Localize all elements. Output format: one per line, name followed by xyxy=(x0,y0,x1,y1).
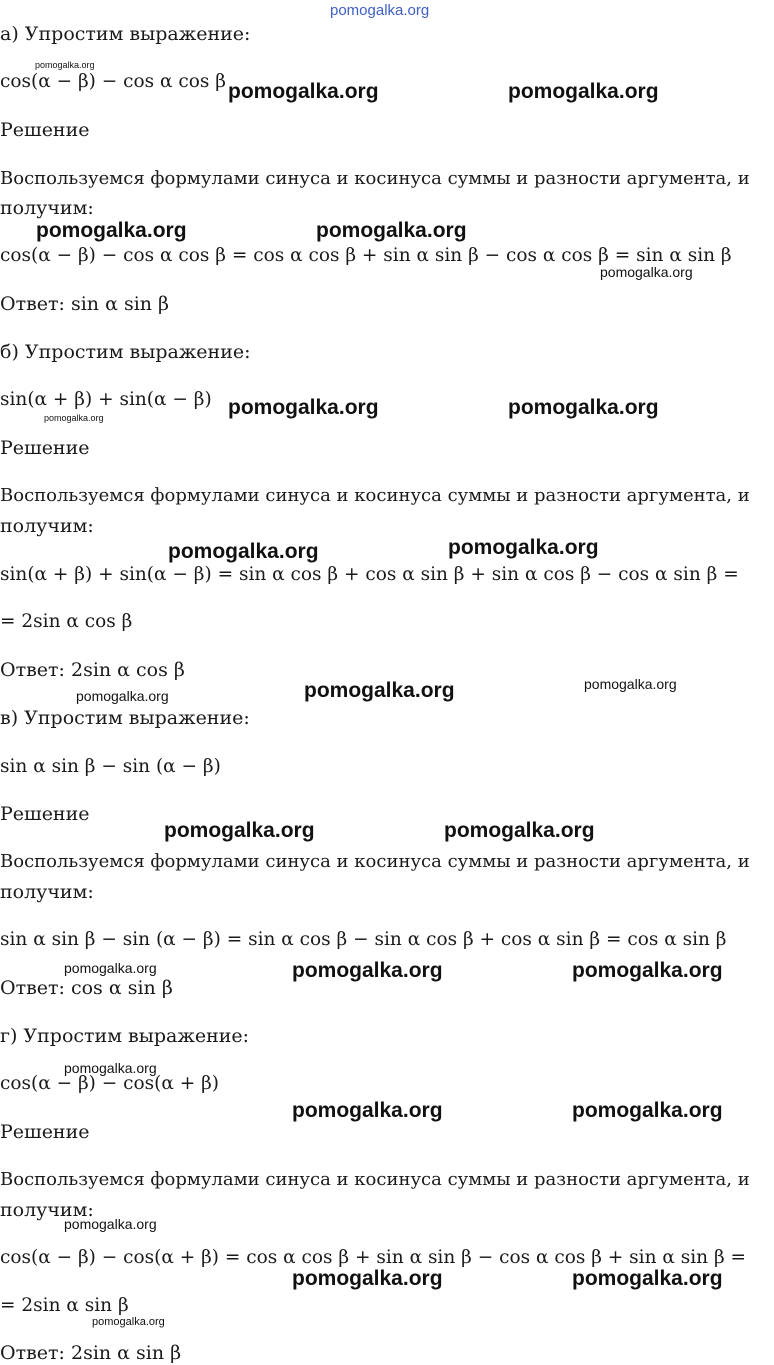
task-g-work-line1: cos(α − β) − cos(α + β) = cos α cos β + sin α sin β − cos α cos β + sin α sin β = xyxy=(0,1247,747,1268)
task-a-expression: cos(α − β) − cos α cos β xyxy=(0,71,226,92)
watermark: pomogalka.org xyxy=(292,1267,443,1290)
watermark: pomogalka.org xyxy=(64,1216,157,1232)
watermark: pomogalka.org xyxy=(292,959,443,982)
watermark: pomogalka.org xyxy=(168,540,319,563)
task-a-heading: а) Упростим выражение: xyxy=(0,23,251,45)
watermark: pomogalka.org xyxy=(572,1267,723,1290)
watermark: pomogalka.org xyxy=(92,1316,165,1328)
task-g-intro-line2: получим: xyxy=(0,1199,94,1221)
task-a-solution-label: Решение xyxy=(0,119,90,141)
task-g-answer: Ответ: 2sin α sin β xyxy=(0,1342,182,1364)
watermark: pomogalka.org xyxy=(228,80,379,103)
task-b-answer: Ответ: 2sin α cos β xyxy=(0,659,185,681)
task-a-intro-line2: получим: xyxy=(0,197,94,219)
watermark: pomogalka.org xyxy=(164,819,315,842)
task-v-answer: Ответ: cos α sin β xyxy=(0,977,173,999)
task-a-work-line1: cos(α − β) − cos α cos β = cos α cos β + sin α sin β − cos α cos β = sin α sin β xyxy=(0,245,732,266)
task-v-intro-line2: получим: xyxy=(0,881,94,903)
task-b-intro-line1: Воспользуемся формулами синуса и косинуса суммы и разности аргумента, и xyxy=(0,485,750,506)
task-b-work-line1: sin(α + β) + sin(α − β) = sin α cos β + cos α sin β + sin α cos β − cos α sin β = xyxy=(0,564,739,585)
watermark: pomogalka.org xyxy=(36,219,187,242)
task-b-intro-line2: получим: xyxy=(0,515,94,537)
task-v-solution-label: Решение xyxy=(0,803,90,825)
task-g-intro-line1: Воспользуемся формулами синуса и косинуса суммы и разности аргумента, и xyxy=(0,1169,750,1190)
task-b-heading: б) Упростим выражение: xyxy=(0,341,251,363)
watermark: pomogalka.org xyxy=(508,396,659,419)
watermark-top: pomogalka.org xyxy=(330,2,430,19)
watermark: pomogalka.org xyxy=(304,679,455,702)
watermark: pomogalka.org xyxy=(508,80,659,103)
watermark: pomogalka.org xyxy=(448,536,599,559)
watermark: pomogalka.org xyxy=(584,676,677,692)
watermark: pomogalka.org xyxy=(292,1099,443,1122)
task-b-work-line2: = 2sin α cos β xyxy=(0,611,133,632)
watermark: pomogalka.org xyxy=(64,960,157,976)
watermark: pomogalka.org xyxy=(572,959,723,982)
task-v-expression: sin α sin β − sin (α − β) xyxy=(0,756,221,777)
task-a-answer: Ответ: sin α sin β xyxy=(0,293,170,315)
task-g-solution-label: Решение xyxy=(0,1121,90,1143)
task-g-work-line2: = 2sin α sin β xyxy=(0,1295,129,1316)
watermark: pomogalka.org xyxy=(35,60,95,70)
task-v-work-line1: sin α sin β − sin (α − β) = sin α cos β − sin α cos β + cos α sin β = cos α sin β xyxy=(0,929,727,950)
task-a-intro-line1: Воспользуемся формулами синуса и косинуса суммы и разности аргумента, и xyxy=(0,168,750,189)
task-v-heading: в) Упростим выражение: xyxy=(0,707,250,729)
task-b-solution-label: Решение xyxy=(0,437,90,459)
watermark: pomogalka.org xyxy=(76,688,169,704)
watermark: pomogalka.org xyxy=(44,413,104,423)
watermark: pomogalka.org xyxy=(316,219,467,242)
task-b-expression: sin(α + β) + sin(α − β) xyxy=(0,389,212,410)
watermark: pomogalka.org xyxy=(444,819,595,842)
task-v-intro-line1: Воспользуемся формулами синуса и косинуса суммы и разности аргумента, и xyxy=(0,851,750,872)
task-g-heading: г) Упростим выражение: xyxy=(0,1025,250,1047)
watermark: pomogalka.org xyxy=(572,1099,723,1122)
watermark: pomogalka.org xyxy=(600,264,693,280)
task-g-expression: cos(α − β) − cos(α + β) xyxy=(0,1073,220,1094)
watermark: pomogalka.org xyxy=(228,396,379,419)
watermark: pomogalka.org xyxy=(64,1060,157,1076)
